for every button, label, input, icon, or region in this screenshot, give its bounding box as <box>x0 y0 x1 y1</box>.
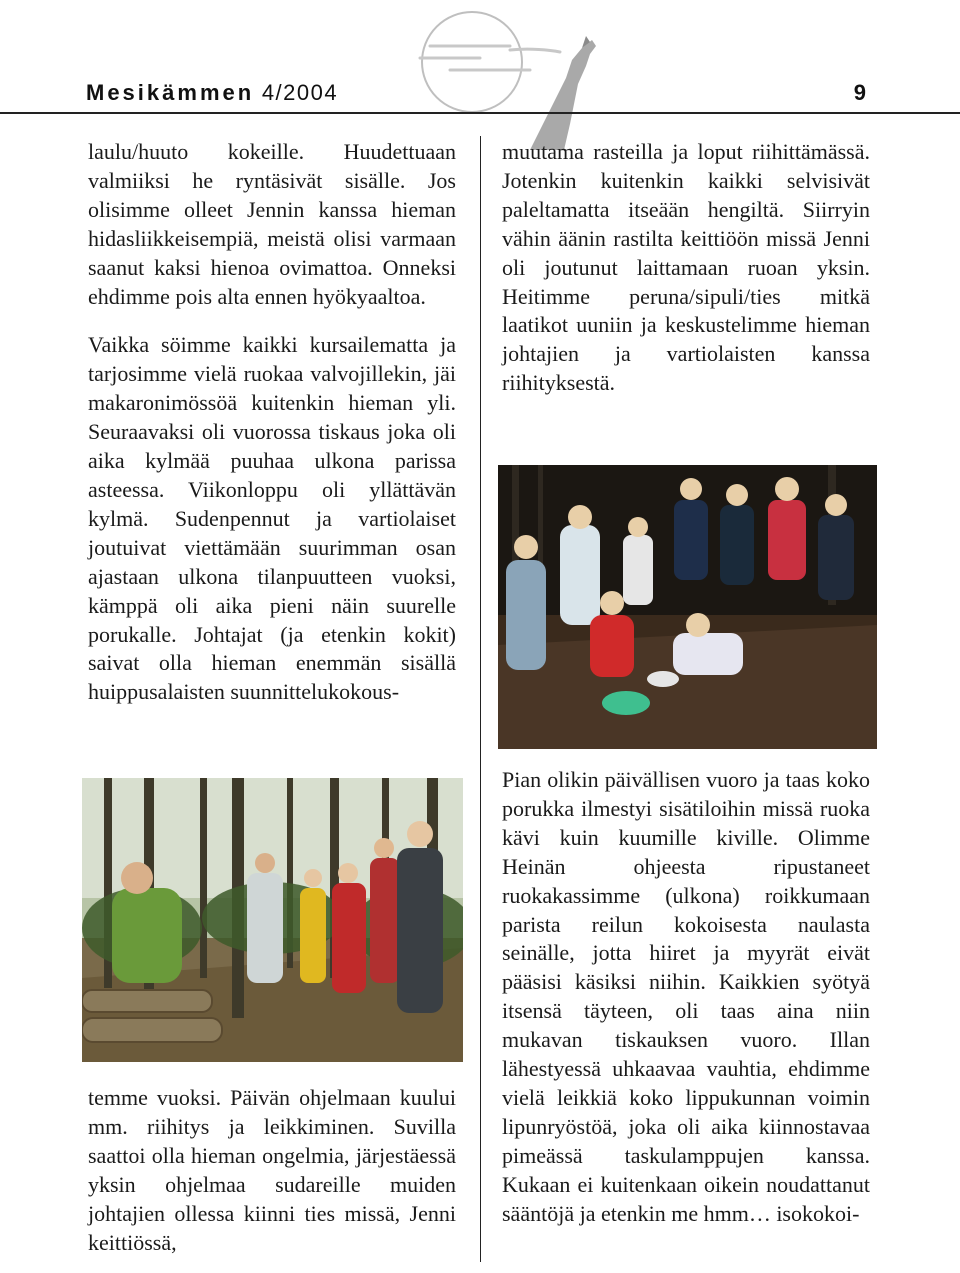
right-paragraph-2: Pian olikin päivällisen vuoro ja taas koko porukka ilmestyi sisätiloihin missä ruoka kävi kuin kuumille kiville. Olimme Heinän ohjeesta ripustaneet ruokakassimme (ulkona) roikkumaan parista reilun kokoisesta naulasta seinälle, jotta hiiret ja myyrät eivät pääsisi käsiksi niihin. Kaikkien syötyä itsensä täyteen, oli taas aina niin mukavan tiskauksen vuoro. Illan lähestyessä uhkaavaa vauhtia, ehdimme vielä leikkiä koko lippukunnan voimin lipunryöstöä, joka oli aika kiinnostavaa pimeässä taskulamppujen kanssa. Kukaan ei kuitenkaan oikein noudattanut sääntöjä ja etenkin me hmm… isokokoi- <box>502 767 870 1226</box>
page-number: 9 <box>853 80 866 105</box>
left-paragraph-3: temme vuoksi. Päivän ohjelmaan kuului mm. riihitys ja leikkiminen. Suvilla saattoi olla hieman ongelmia, järjestäessä yksin ohjelmaa sudareille muiden johtajien ollessa kiinni ties missä, Jenni keittiössä, <box>88 1085 456 1255</box>
left-paragraph-2: Vaikka söimme kaikki kursailematta ja tarjosimme vielä ruokaa valvojillekin, jäi makaronimössöä kuitenkin hieman yli. Seuraavaksi oli vuorossa tiskaus joka oli aika kylmää puuhaa ulkona parissa asteessa. Viikonloppu oli yllättävän kylmä. Sudenpennut ja vartiolaiset joutuivat viettämään suurimman osan ajastaan ulkona tilanpuutteen vuoksi, kämppä oli aika pieni näin suurelle porukalle. Johtajat (ja etenkin kokit) saivat olla hieman enemmän sisällä huippusalaisten suunnittelukokous- <box>88 332 456 705</box>
left-column-top <box>88 138 456 707</box>
masthead <box>86 80 866 110</box>
header-rule <box>0 112 960 114</box>
issue-number: 4/2004 <box>261 80 339 105</box>
right-paragraph-1: muutama rasteilla ja loput riihittämässä. Jotenkin kuitenkin kaikki selvisivät paleltamatta itseään hengiltä. Siirryin vähin äänin rastilta keittiöön missä Jenni oli joutunut laittamaan ruoan yksin. Heitimme peruna/sipuli/ties mitkä laatikot uuniin ja keskustelimme hieman johtajien ja vartiolaisten kanssa riihityksestä. <box>502 139 870 396</box>
left-column-bottom <box>88 1084 456 1257</box>
night-group-photo <box>498 465 877 749</box>
howling-wolf-moon-logo <box>360 0 620 150</box>
forest-group-photo <box>82 778 463 1062</box>
magazine-name: Mesikämmen <box>86 80 255 105</box>
right-column-top <box>502 138 870 398</box>
magazine-title <box>86 80 338 106</box>
right-column-bottom <box>502 766 870 1229</box>
left-paragraph-1: laulu/huuto kokeille. Huudettuaan valmiiksi he ryntäsivät sisälle. Jos olisimme olleet Jennin kanssa hieman hidasliikkeisempiä, meistä olisi varmaan saanut kaksi hienoa ovimattoa. Onneksi ehdimme pois alta ennen hyökyaaltoa. <box>88 139 456 309</box>
column-divider <box>480 136 481 1262</box>
